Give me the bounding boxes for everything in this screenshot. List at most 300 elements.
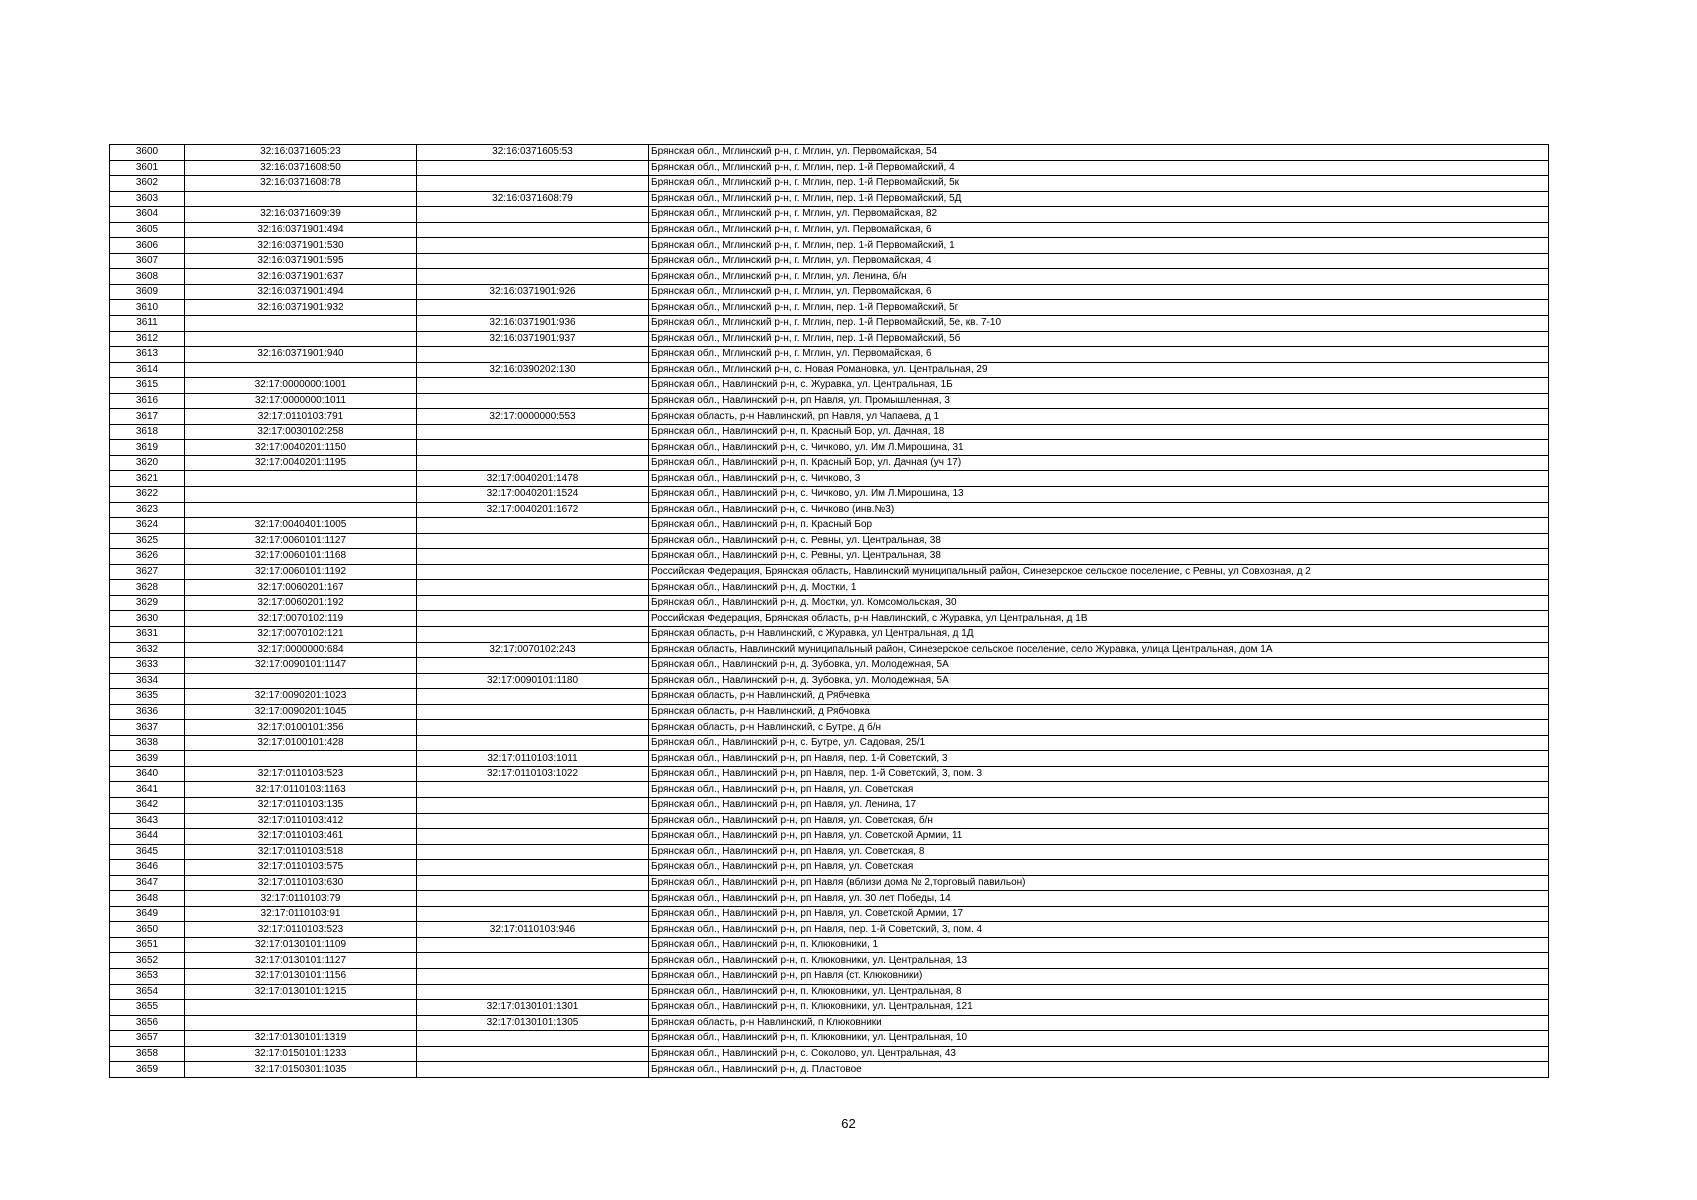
row-number-cell: 3638 xyxy=(110,735,185,751)
table-row xyxy=(110,735,1549,751)
row-number-cell: 3618 xyxy=(110,424,185,440)
row-number-cell: 3624 xyxy=(110,518,185,534)
row-number-cell: 3613 xyxy=(110,347,185,363)
related-cadastral-number-cell: 32:17:0110103:946 xyxy=(417,922,649,938)
row-number-cell: 3602 xyxy=(110,176,185,192)
address-cell: Брянская обл., Мглинский р-н, г. Мглин, ул. Первомайская, 4 xyxy=(649,253,1549,269)
address-cell: Брянская область, р-н Навлинский, д Рябчевка xyxy=(649,689,1549,705)
table-row xyxy=(110,331,1549,347)
address-cell: Брянская обл., Навлинский р-н, п. Красный Бор, ул. Дачная, 18 xyxy=(649,424,1549,440)
row-number-cell: 3646 xyxy=(110,860,185,876)
related-cadastral-number-cell xyxy=(417,891,649,907)
related-cadastral-number-cell xyxy=(417,875,649,891)
row-number-cell: 3608 xyxy=(110,269,185,285)
cadastral-number-cell: 32:16:0371901:932 xyxy=(185,300,417,316)
address-cell: Брянская обл., Навлинский р-н, с. Чичково (инв.№3) xyxy=(649,502,1549,518)
address-cell: Брянская обл., Мглинский р-н, г. Мглин, ул. Первомайская, 6 xyxy=(649,284,1549,300)
address-cell: Брянская обл., Мглинский р-н, г. Мглин, пер. 1-й Первомайский, 4 xyxy=(649,160,1549,176)
related-cadastral-number-cell xyxy=(417,238,649,254)
table-row xyxy=(110,440,1549,456)
related-cadastral-number-cell: 32:16:0371901:926 xyxy=(417,284,649,300)
address-cell: Брянская обл., Навлинский р-н, рп Навля, ул. Советской Армии, 11 xyxy=(649,829,1549,845)
address-cell: Брянская обл., Навлинский р-н, п. Красный Бор, ул. Дачная (уч 17) xyxy=(649,455,1549,471)
cadastral-number-cell: 32:17:0110103:791 xyxy=(185,409,417,425)
address-cell: Брянская обл., Мглинский р-н, г. Мглин, ул. Ленина, б/н xyxy=(649,269,1549,285)
related-cadastral-number-cell: 32:16:0390202:130 xyxy=(417,362,649,378)
table-row xyxy=(110,533,1549,549)
row-number-cell: 3655 xyxy=(110,1000,185,1016)
table-row xyxy=(110,720,1549,736)
cadastral-number-cell: 32:17:0130101:1156 xyxy=(185,968,417,984)
cadastral-number-cell: 32:16:0371608:50 xyxy=(185,160,417,176)
cadastral-number-cell: 32:17:0060101:1127 xyxy=(185,533,417,549)
cadastral-number-cell: 32:17:0100101:428 xyxy=(185,735,417,751)
address-cell: Брянская обл., Мглинский р-н, г. Мглин, пер. 1-й Первомайский, 5б xyxy=(649,331,1549,347)
row-number-cell: 3625 xyxy=(110,533,185,549)
table-row xyxy=(110,844,1549,860)
row-number-cell: 3619 xyxy=(110,440,185,456)
address-cell: Брянская обл., Мглинский р-н, г. Мглин, пер. 1-й Первомайский, 5е, кв. 7-10 xyxy=(649,316,1549,332)
table-row xyxy=(110,984,1549,1000)
address-cell: Брянская область, р-н Навлинский, д Рябчовка xyxy=(649,704,1549,720)
address-cell: Брянская обл., Навлинский р-н, с. Ревны, ул. Центральная, 38 xyxy=(649,533,1549,549)
table-row xyxy=(110,766,1549,782)
related-cadastral-number-cell xyxy=(417,704,649,720)
row-number-cell: 3656 xyxy=(110,1015,185,1031)
row-number-cell: 3617 xyxy=(110,409,185,425)
cadastral-number-cell: 32:17:0110103:91 xyxy=(185,906,417,922)
related-cadastral-number-cell xyxy=(417,176,649,192)
cadastral-number-cell: 32:16:0371901:494 xyxy=(185,222,417,238)
table-row xyxy=(110,1031,1549,1047)
related-cadastral-number-cell xyxy=(417,424,649,440)
address-cell: Брянская обл., Навлинский р-н, рп Навля (ст. Клюковники) xyxy=(649,968,1549,984)
row-number-cell: 3645 xyxy=(110,844,185,860)
address-cell: Брянская обл., Мглинский р-н, г. Мглин, ул. Первомайская, 6 xyxy=(649,222,1549,238)
related-cadastral-number-cell xyxy=(417,440,649,456)
address-cell: Брянская обл., Навлинский р-н, с. Соколово, ул. Центральная, 43 xyxy=(649,1046,1549,1062)
cadastral-number-cell xyxy=(185,673,417,689)
address-cell: Брянская обл., Навлинский р-н, рп Навля, ул. Советская xyxy=(649,860,1549,876)
row-number-cell: 3643 xyxy=(110,813,185,829)
cadastral-number-cell: 32:17:0110103:523 xyxy=(185,922,417,938)
address-cell: Брянская обл., Навлинский р-н, п. Клюковники, ул. Центральная, 10 xyxy=(649,1031,1549,1047)
table-row xyxy=(110,937,1549,953)
cadastral-number-cell: 32:17:0130101:1215 xyxy=(185,984,417,1000)
row-number-cell: 3637 xyxy=(110,720,185,736)
row-number-cell: 3606 xyxy=(110,238,185,254)
cadastral-number-cell: 32:16:0371901:530 xyxy=(185,238,417,254)
related-cadastral-number-cell xyxy=(417,222,649,238)
table-row xyxy=(110,906,1549,922)
related-cadastral-number-cell: 32:17:0000000:553 xyxy=(417,409,649,425)
address-cell: Брянская обл., Навлинский р-н, рп Навля, ул. 30 лет Победы, 14 xyxy=(649,891,1549,907)
cadastral-number-cell: 32:17:0000000:684 xyxy=(185,642,417,658)
cadastral-number-cell: 32:16:0371901:940 xyxy=(185,347,417,363)
address-cell: Брянская обл., Навлинский р-н, рп Навля, пер. 1-й Советский, 3, пом. 3 xyxy=(649,766,1549,782)
table-row xyxy=(110,191,1549,207)
table-row xyxy=(110,658,1549,674)
address-cell: Брянская обл., Навлинский р-н, рп Навля (вблизи дома № 2,торговый павильон) xyxy=(649,875,1549,891)
cadastral-number-cell xyxy=(185,316,417,332)
table-row xyxy=(110,968,1549,984)
address-cell: Брянская обл., Навлинский р-н, с. Чичково, 3 xyxy=(649,471,1549,487)
cadastral-number-cell xyxy=(185,362,417,378)
related-cadastral-number-cell xyxy=(417,735,649,751)
address-cell: Брянская обл., Навлинский р-н, рп Навля, пер. 1-й Советский, 3, пом. 4 xyxy=(649,922,1549,938)
related-cadastral-number-cell xyxy=(417,689,649,705)
row-number-cell: 3610 xyxy=(110,300,185,316)
related-cadastral-number-cell: 32:16:0371901:936 xyxy=(417,316,649,332)
row-number-cell: 3614 xyxy=(110,362,185,378)
table-row xyxy=(110,751,1549,767)
table-row xyxy=(110,253,1549,269)
table-row xyxy=(110,797,1549,813)
cadastral-number-cell: 32:16:0371608:78 xyxy=(185,176,417,192)
related-cadastral-number-cell xyxy=(417,455,649,471)
address-cell: Брянская обл., Навлинский р-н, с. Чичково, ул. Им Л.Мирошина, 13 xyxy=(649,487,1549,503)
table-row xyxy=(110,284,1549,300)
table-row xyxy=(110,673,1549,689)
address-cell: Брянская область, р-н Навлинский, п Клюковники xyxy=(649,1015,1549,1031)
address-cell: Брянская обл., Мглинский р-н, г. Мглин, пер. 1-й Первомайский, 5к xyxy=(649,176,1549,192)
table-row xyxy=(110,689,1549,705)
table-row xyxy=(110,176,1549,192)
cadastral-number-cell: 32:17:0110103:518 xyxy=(185,844,417,860)
table-row xyxy=(110,564,1549,580)
related-cadastral-number-cell xyxy=(417,207,649,223)
cadastral-number-cell xyxy=(185,191,417,207)
related-cadastral-number-cell xyxy=(417,300,649,316)
row-number-cell: 3603 xyxy=(110,191,185,207)
related-cadastral-number-cell xyxy=(417,968,649,984)
table-row xyxy=(110,222,1549,238)
row-number-cell: 3634 xyxy=(110,673,185,689)
cadastral-number-cell: 32:17:0040201:1150 xyxy=(185,440,417,456)
row-number-cell: 3600 xyxy=(110,145,185,161)
cadastral-number-cell: 32:16:0371901:494 xyxy=(185,284,417,300)
related-cadastral-number-cell: 32:17:0110103:1011 xyxy=(417,751,649,767)
table-row xyxy=(110,1046,1549,1062)
address-cell: Брянская обл., Навлинский р-н, рп Навля, ул. Советская, 8 xyxy=(649,844,1549,860)
address-cell: Брянская обл., Навлинский р-н, д. Мостки, ул. Комсомольская, 30 xyxy=(649,595,1549,611)
row-number-cell: 3636 xyxy=(110,704,185,720)
address-cell: Брянская обл., Навлинский р-н, д. Зубовка, ул. Молодежная, 5А xyxy=(649,673,1549,689)
row-number-cell: 3633 xyxy=(110,658,185,674)
related-cadastral-number-cell xyxy=(417,813,649,829)
row-number-cell: 3639 xyxy=(110,751,185,767)
address-cell: Брянская обл., Навлинский р-н, п. Клюковники, ул. Центральная, 13 xyxy=(649,953,1549,969)
cadastral-number-cell: 32:17:0110103:79 xyxy=(185,891,417,907)
table-row xyxy=(110,393,1549,409)
related-cadastral-number-cell: 32:17:0040201:1672 xyxy=(417,502,649,518)
row-number-cell: 3631 xyxy=(110,626,185,642)
related-cadastral-number-cell xyxy=(417,269,649,285)
address-cell: Брянская обл., Навлинский р-н, рп Навля, ул. Советской Армии, 17 xyxy=(649,906,1549,922)
cadastral-number-cell xyxy=(185,751,417,767)
related-cadastral-number-cell xyxy=(417,549,649,565)
table-row xyxy=(110,409,1549,425)
cadastral-number-cell: 32:17:0110103:135 xyxy=(185,797,417,813)
row-number-cell: 3629 xyxy=(110,595,185,611)
table-row xyxy=(110,502,1549,518)
table-row xyxy=(110,378,1549,394)
row-number-cell: 3640 xyxy=(110,766,185,782)
related-cadastral-number-cell xyxy=(417,720,649,736)
table-row xyxy=(110,642,1549,658)
address-cell: Брянская обл., Навлинский р-н, п. Клюковники, ул. Центральная, 8 xyxy=(649,984,1549,1000)
related-cadastral-number-cell xyxy=(417,658,649,674)
cadastral-number-cell: 32:17:0090201:1045 xyxy=(185,704,417,720)
row-number-cell: 3648 xyxy=(110,891,185,907)
cadastral-number-cell: 32:17:0060201:192 xyxy=(185,595,417,611)
related-cadastral-number-cell xyxy=(417,393,649,409)
address-cell: Брянская обл., Навлинский р-н, с. Бутре, ул. Садовая, 25/1 xyxy=(649,735,1549,751)
related-cadastral-number-cell: 32:16:0371901:937 xyxy=(417,331,649,347)
row-number-cell: 3612 xyxy=(110,331,185,347)
row-number-cell: 3609 xyxy=(110,284,185,300)
related-cadastral-number-cell: 32:16:0371608:79 xyxy=(417,191,649,207)
table-row xyxy=(110,922,1549,938)
related-cadastral-number-cell xyxy=(417,1031,649,1047)
row-number-cell: 3620 xyxy=(110,455,185,471)
property-table xyxy=(109,144,1549,1078)
cadastral-number-cell: 32:17:0110103:523 xyxy=(185,766,417,782)
related-cadastral-number-cell: 32:17:0070102:243 xyxy=(417,642,649,658)
cadastral-number-cell: 32:17:0000000:1011 xyxy=(185,393,417,409)
address-cell: Брянская обл., Мглинский р-н, с. Новая Романовка, ул. Центральная, 29 xyxy=(649,362,1549,378)
row-number-cell: 3611 xyxy=(110,316,185,332)
cadastral-number-cell: 32:17:0110103:575 xyxy=(185,860,417,876)
table-row xyxy=(110,1015,1549,1031)
table-row xyxy=(110,455,1549,471)
cadastral-number-cell: 32:16:0371901:637 xyxy=(185,269,417,285)
row-number-cell: 3659 xyxy=(110,1062,185,1078)
cadastral-number-cell: 32:17:0030102:258 xyxy=(185,424,417,440)
related-cadastral-number-cell xyxy=(417,829,649,845)
related-cadastral-number-cell xyxy=(417,860,649,876)
row-number-cell: 3642 xyxy=(110,797,185,813)
cadastral-number-cell: 32:17:0060101:1192 xyxy=(185,564,417,580)
related-cadastral-number-cell xyxy=(417,797,649,813)
related-cadastral-number-cell xyxy=(417,906,649,922)
related-cadastral-number-cell xyxy=(417,518,649,534)
cadastral-number-cell: 32:17:0150101:1233 xyxy=(185,1046,417,1062)
related-cadastral-number-cell xyxy=(417,580,649,596)
cadastral-number-cell: 32:17:0130101:1319 xyxy=(185,1031,417,1047)
address-cell: Брянская обл., Мглинский р-н, г. Мглин, ул. Первомайская, 6 xyxy=(649,347,1549,363)
cadastral-number-cell: 32:16:0371605:23 xyxy=(185,145,417,161)
address-cell: Брянская обл., Навлинский р-н, п. Клюковники, 1 xyxy=(649,937,1549,953)
table-row xyxy=(110,347,1549,363)
row-number-cell: 3644 xyxy=(110,829,185,845)
address-cell: Российская Федерация, Брянская область, р-н Навлинский, с Журавка, ул Центральная, д 1В xyxy=(649,611,1549,627)
row-number-cell: 3626 xyxy=(110,549,185,565)
address-cell: Брянская обл., Навлинский р-н, д. Мостки, 1 xyxy=(649,580,1549,596)
cadastral-number-cell: 32:17:0090201:1023 xyxy=(185,689,417,705)
address-cell: Брянская область, р-н Навлинский, рп Навля, ул Чапаева, д 1 xyxy=(649,409,1549,425)
table-row xyxy=(110,953,1549,969)
cadastral-number-cell: 32:17:0070102:121 xyxy=(185,626,417,642)
row-number-cell: 3647 xyxy=(110,875,185,891)
related-cadastral-number-cell xyxy=(417,782,649,798)
row-number-cell: 3651 xyxy=(110,937,185,953)
row-number-cell: 3615 xyxy=(110,378,185,394)
row-number-cell: 3616 xyxy=(110,393,185,409)
address-cell: Брянская обл., Мглинский р-н, г. Мглин, пер. 1-й Первомайский, 5Д xyxy=(649,191,1549,207)
cadastral-number-cell xyxy=(185,331,417,347)
address-cell: Брянская обл., Навлинский р-н, п. Клюковники, ул. Центральная, 121 xyxy=(649,1000,1549,1016)
related-cadastral-number-cell xyxy=(417,626,649,642)
table-row xyxy=(110,300,1549,316)
related-cadastral-number-cell xyxy=(417,937,649,953)
related-cadastral-number-cell xyxy=(417,984,649,1000)
address-cell: Брянская обл., Навлинский р-н, рп Навля, пер. 1-й Советский, 3 xyxy=(649,751,1549,767)
cadastral-number-cell: 32:17:0110103:630 xyxy=(185,875,417,891)
address-cell: Брянская обл., Навлинский р-н, рп Навля, ул. Советская, б/н xyxy=(649,813,1549,829)
cadastral-number-cell: 32:17:0040401:1005 xyxy=(185,518,417,534)
cadastral-number-cell xyxy=(185,502,417,518)
address-cell: Брянская обл., Мглинский р-н, г. Мглин, ул. Первомайская, 54 xyxy=(649,145,1549,161)
cadastral-number-cell xyxy=(185,1015,417,1031)
cadastral-number-cell: 32:17:0060201:167 xyxy=(185,580,417,596)
table-row xyxy=(110,471,1549,487)
address-cell: Брянская обл., Мглинский р-н, г. Мглин, пер. 1-й Первомайский, 5г xyxy=(649,300,1549,316)
row-number-cell: 3653 xyxy=(110,968,185,984)
address-cell: Брянская обл., Навлинский р-н, с. Чичково, ул. Им Л.Мирошина, 31 xyxy=(649,440,1549,456)
related-cadastral-number-cell: 32:17:0090101:1180 xyxy=(417,673,649,689)
related-cadastral-number-cell xyxy=(417,611,649,627)
address-cell: Брянская обл., Навлинский р-н, п. Красный Бор xyxy=(649,518,1549,534)
table-row xyxy=(110,518,1549,534)
property-table-body xyxy=(110,145,1549,1078)
related-cadastral-number-cell: 32:16:0371605:53 xyxy=(417,145,649,161)
table-row xyxy=(110,160,1549,176)
cadastral-number-cell xyxy=(185,471,417,487)
address-cell: Брянская область, р-н Навлинский, с Журавка, ул Центральная, д 1Д xyxy=(649,626,1549,642)
cadastral-number-cell: 32:17:0060101:1168 xyxy=(185,549,417,565)
row-number-cell: 3605 xyxy=(110,222,185,238)
row-number-cell: 3623 xyxy=(110,502,185,518)
cadastral-number-cell: 32:17:0040201:1195 xyxy=(185,455,417,471)
address-cell: Брянская обл., Мглинский р-н, г. Мглин, ул. Первомайская, 82 xyxy=(649,207,1549,223)
table-row xyxy=(110,891,1549,907)
address-cell: Брянская обл., Навлинский р-н, рп Навля, ул. Промышленная, 3 xyxy=(649,393,1549,409)
table-row xyxy=(110,362,1549,378)
address-cell: Брянская область, р-н Навлинский, с Бутре, д б/н xyxy=(649,720,1549,736)
cadastral-number-cell: 32:17:0150301:1035 xyxy=(185,1062,417,1078)
related-cadastral-number-cell: 32:17:0130101:1301 xyxy=(417,1000,649,1016)
row-number-cell: 3650 xyxy=(110,922,185,938)
row-number-cell: 3657 xyxy=(110,1031,185,1047)
cadastral-number-cell: 32:17:0130101:1109 xyxy=(185,937,417,953)
row-number-cell: 3649 xyxy=(110,906,185,922)
row-number-cell: 3621 xyxy=(110,471,185,487)
table-row xyxy=(110,704,1549,720)
cadastral-number-cell: 32:17:0090101:1147 xyxy=(185,658,417,674)
address-cell: Брянская обл., Мглинский р-н, г. Мглин, пер. 1-й Первомайский, 1 xyxy=(649,238,1549,254)
table-row xyxy=(110,549,1549,565)
address-cell: Брянская обл., Навлинский р-н, д. Пластовое xyxy=(649,1062,1549,1078)
table-row xyxy=(110,829,1549,845)
related-cadastral-number-cell xyxy=(417,1062,649,1078)
table-row xyxy=(110,238,1549,254)
row-number-cell: 3630 xyxy=(110,611,185,627)
page-number: 62 xyxy=(841,1116,856,1131)
address-cell: Брянская область, Навлинский муниципальный район, Синезерское сельское поселение, село Журавка, улица Центральная, дом 1А xyxy=(649,642,1549,658)
related-cadastral-number-cell xyxy=(417,844,649,860)
table-row xyxy=(110,424,1549,440)
table-row xyxy=(110,782,1549,798)
table-row xyxy=(110,580,1549,596)
related-cadastral-number-cell: 32:17:0130101:1305 xyxy=(417,1015,649,1031)
related-cadastral-number-cell xyxy=(417,533,649,549)
related-cadastral-number-cell xyxy=(417,564,649,580)
row-number-cell: 3622 xyxy=(110,487,185,503)
related-cadastral-number-cell xyxy=(417,347,649,363)
cadastral-number-cell: 32:16:0371901:595 xyxy=(185,253,417,269)
related-cadastral-number-cell xyxy=(417,253,649,269)
table-row xyxy=(110,813,1549,829)
address-cell: Брянская обл., Навлинский р-н, с. Ревны, ул. Центральная, 38 xyxy=(649,549,1549,565)
row-number-cell: 3658 xyxy=(110,1046,185,1062)
table-row xyxy=(110,626,1549,642)
related-cadastral-number-cell: 32:17:0040201:1478 xyxy=(417,471,649,487)
row-number-cell: 3652 xyxy=(110,953,185,969)
table-row xyxy=(110,611,1549,627)
row-number-cell: 3641 xyxy=(110,782,185,798)
cadastral-number-cell: 32:16:0371609:39 xyxy=(185,207,417,223)
cadastral-number-cell: 32:17:0070102:119 xyxy=(185,611,417,627)
cadastral-number-cell: 32:17:0110103:461 xyxy=(185,829,417,845)
address-cell: Брянская обл., Навлинский р-н, рп Навля, ул. Ленина, 17 xyxy=(649,797,1549,813)
table-row xyxy=(110,316,1549,332)
related-cadastral-number-cell xyxy=(417,595,649,611)
row-number-cell: 3654 xyxy=(110,984,185,1000)
cadastral-number-cell: 32:17:0110103:1163 xyxy=(185,782,417,798)
table-row xyxy=(110,269,1549,285)
table-row xyxy=(110,1000,1549,1016)
table-row xyxy=(110,860,1549,876)
related-cadastral-number-cell: 32:17:0040201:1524 xyxy=(417,487,649,503)
row-number-cell: 3607 xyxy=(110,253,185,269)
related-cadastral-number-cell xyxy=(417,378,649,394)
row-number-cell: 3627 xyxy=(110,564,185,580)
cadastral-number-cell: 32:17:0000000:1001 xyxy=(185,378,417,394)
table-row xyxy=(110,595,1549,611)
cadastral-number-cell: 32:17:0100101:356 xyxy=(185,720,417,736)
row-number-cell: 3632 xyxy=(110,642,185,658)
table-row xyxy=(110,1062,1549,1078)
row-number-cell: 3601 xyxy=(110,160,185,176)
related-cadastral-number-cell xyxy=(417,160,649,176)
address-cell: Брянская обл., Навлинский р-н, с. Журавка, ул. Центральная, 1Б xyxy=(649,378,1549,394)
table-row xyxy=(110,875,1549,891)
related-cadastral-number-cell xyxy=(417,953,649,969)
cadastral-number-cell xyxy=(185,1000,417,1016)
address-cell: Российская Федерация, Брянская область, Навлинский муниципальный район, Синезерское сельское поселение, с Ревны, ул Совхозная, д 2 xyxy=(649,564,1549,580)
cadastral-number-cell: 32:17:0130101:1127 xyxy=(185,953,417,969)
address-cell: Брянская обл., Навлинский р-н, д. Зубовка, ул. Молодежная, 5А xyxy=(649,658,1549,674)
row-number-cell: 3604 xyxy=(110,207,185,223)
row-number-cell: 3628 xyxy=(110,580,185,596)
related-cadastral-number-cell: 32:17:0110103:1022 xyxy=(417,766,649,782)
cadastral-number-cell xyxy=(185,487,417,503)
table-row xyxy=(110,487,1549,503)
address-cell: Брянская обл., Навлинский р-н, рп Навля, ул. Советская xyxy=(649,782,1549,798)
cadastral-number-cell: 32:17:0110103:412 xyxy=(185,813,417,829)
table-row xyxy=(110,207,1549,223)
